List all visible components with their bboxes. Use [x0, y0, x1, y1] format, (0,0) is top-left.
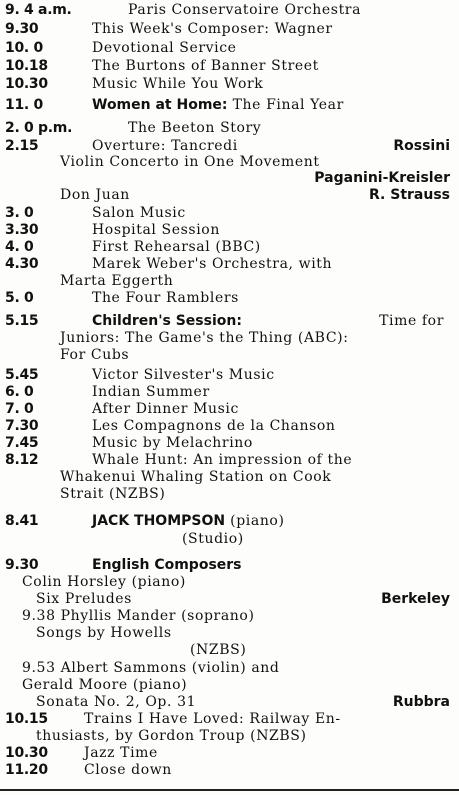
listing-title: Close down	[84, 762, 172, 778]
listing-title-bold: JACK THOMPSON	[92, 513, 226, 529]
listing-composer: Paganini-Kreisler	[314, 170, 450, 186]
listing-title-group	[92, 513, 285, 529]
listing-time: 8.41	[5, 513, 39, 529]
listing-time: 8.12	[5, 452, 39, 468]
listing-time: 11.20	[5, 762, 48, 778]
listing-time: 10.18	[5, 58, 48, 74]
listing-time: 2.15	[5, 138, 39, 154]
listing-continuation: Violin Concerto in One Movement	[60, 154, 320, 170]
listing-continuation: Colin Horsley (piano)	[22, 574, 186, 590]
listing-continuation: Songs by Howells	[36, 625, 172, 641]
listing-title: Salon Music	[92, 205, 186, 221]
listing-continuation: Juniors: The Game's the Thing (ABC):	[60, 330, 349, 346]
listing-title: Music by Melachrino	[92, 435, 253, 451]
listing-composer: R. Strauss	[369, 187, 450, 203]
listing-title: Hospital Session	[92, 222, 220, 238]
listing-continuation: Don Juan	[60, 187, 130, 203]
listing-title: Paris Conservatoire Orchestra	[128, 2, 362, 18]
listing-title: The Four Ramblers	[92, 290, 239, 306]
listing-time: 7.30	[5, 418, 39, 434]
listing-time: 9. 4 a.m.	[5, 2, 72, 18]
listing-time: 10.30	[5, 76, 48, 92]
listing-title: The Burtons of Banner Street	[92, 58, 319, 74]
listing-title-bold: Children's Session:	[92, 313, 242, 329]
listing-title: Jazz Time	[84, 745, 158, 761]
listing-title: Victor Silvester's Music	[92, 367, 275, 383]
listing-title: After Dinner Music	[92, 401, 239, 417]
listing-time: 10.15	[5, 711, 48, 727]
listing-time: 11. 0	[5, 97, 43, 113]
listing-title: Indian Summer	[92, 384, 210, 400]
listing-title: (piano)	[230, 513, 285, 529]
listing-continuation: (Studio)	[182, 531, 244, 547]
listing-time: 4. 0	[5, 239, 34, 255]
listing-title: Devotional Service	[92, 40, 237, 56]
listing-continuation: Six Preludes	[36, 591, 132, 607]
listing-time: 5.45	[5, 367, 39, 383]
listing-title: Les Compagnons de la Chanson	[92, 418, 336, 434]
listing-title: Music While You Work	[92, 76, 264, 92]
listing-title: The Final Year	[232, 97, 344, 113]
listing-continuation: (NZBS)	[190, 642, 247, 658]
listing-title-group	[92, 97, 344, 113]
listing-title-bold: Women at Home:	[92, 97, 228, 113]
listing-title: Whale Hunt: An impression of the	[92, 452, 353, 468]
listing-time: 3.30	[5, 222, 39, 238]
listing-time: 7.45	[5, 435, 39, 451]
listing-title: Overture: Tancredi	[92, 138, 238, 154]
listing-continuation: Strait (NZBS)	[60, 486, 166, 502]
listing-continuation: 9.38 Phyllis Mander (soprano)	[22, 608, 255, 624]
listing-time: 6. 0	[5, 384, 34, 400]
listing-continuation: Marta Eggerth	[60, 273, 174, 289]
listing-continuation: Whakenui Whaling Station on Cook	[60, 469, 332, 485]
listing-time: 10. 0	[5, 40, 43, 56]
bottom-rule	[0, 789, 459, 791]
listing-title: First Rehearsal (BBC)	[92, 239, 261, 255]
listing-continuation: For Cubs	[60, 347, 130, 363]
listing-composer: Rossini	[393, 138, 450, 154]
listing-title: Time for	[379, 313, 444, 329]
listing-title: Marek Weber's Orchestra, with	[92, 256, 333, 272]
listing-time: 3. 0	[5, 205, 34, 221]
listing-title: This Week's Composer: Wagner	[92, 21, 333, 37]
listing-continuation: Sonata No. 2, Op. 31	[36, 694, 197, 710]
listing-continuation: thusiasts, by Gordon Troup (NZBS)	[36, 728, 307, 744]
listing-time: 10.30	[5, 745, 48, 761]
listing-time: 9.30	[5, 21, 39, 37]
listing-continuation: 9.53 Albert Sammons (violin) and	[22, 660, 280, 676]
listing-title-group	[92, 313, 242, 329]
listing-time: 7. 0	[5, 401, 34, 417]
listing-title: The Beeton Story	[128, 120, 262, 136]
listing-title-bold: English Composers	[92, 557, 242, 573]
listing-composer: Rubbra	[392, 694, 450, 710]
listing-time: 5.15	[5, 313, 39, 329]
listing-title: Trains I Have Loved: Railway En-	[84, 711, 341, 727]
listing-time: 2. 0 p.m.	[5, 120, 73, 136]
listing-time: 9.30	[5, 557, 39, 573]
listing-composer: Berkeley	[381, 591, 450, 607]
listing-continuation: Gerald Moore (piano)	[22, 677, 188, 693]
listing-time: 5. 0	[5, 290, 34, 306]
listing-time: 4.30	[5, 256, 39, 272]
